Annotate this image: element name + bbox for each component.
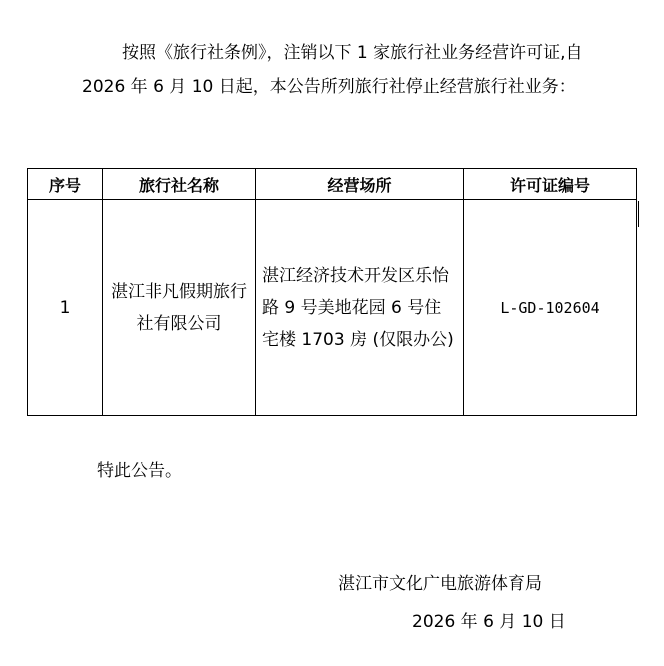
- header-license-number: 许可证编号: [464, 169, 637, 200]
- table-header-row: [28, 169, 637, 200]
- issue-date: 2026 年 6 月 10 日: [412, 612, 566, 632]
- cell-seq: 1: [28, 200, 103, 416]
- closing-statement: 特此公告。: [97, 461, 182, 481]
- issuing-authority: 湛江市文化广电旅游体育局: [338, 574, 542, 594]
- table-row: [28, 200, 637, 416]
- revoked-agency-table: [27, 168, 637, 416]
- notice-intro-paragraph: 按照《旅行社条例》，注销以下 1 家旅行社业务经营许可证,自 2026 年 6 月 10 日起，本公告所列旅行社停止经营旅行社业务：: [82, 43, 583, 97]
- text-cursor: [638, 201, 639, 227]
- cell-license-number: L-GD-102604: [464, 200, 637, 416]
- cell-agency-name: 湛江非凡假期旅行社有限公司: [103, 200, 256, 416]
- header-agency-name: 旅行社名称: [103, 169, 256, 200]
- header-address: 经营场所: [256, 169, 464, 200]
- header-seq: 序号: [28, 169, 103, 200]
- cell-address: 湛江经济技术开发区乐怡路 9 号美地花园 6 号住宅楼 1703 房 (仅限办公): [256, 200, 464, 416]
